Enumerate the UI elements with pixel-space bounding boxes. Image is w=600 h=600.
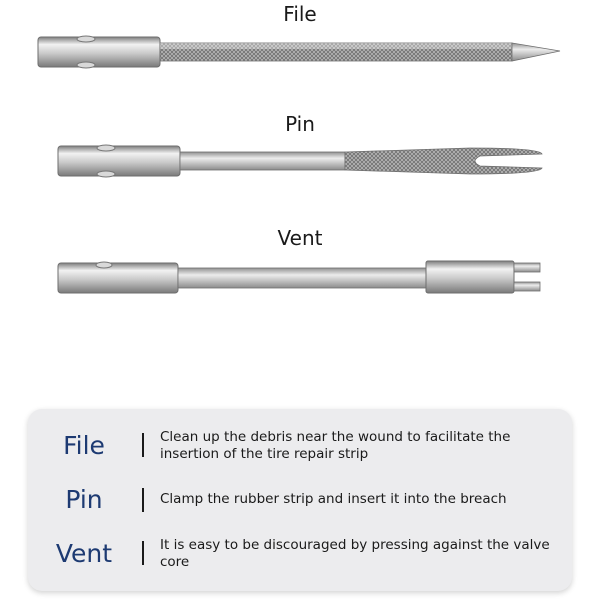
vent-tool-label: Vent [277,226,323,250]
info-row-name: File [63,431,105,460]
row-divider [142,541,144,565]
info-row-description: Clean up the debris near the wound to facilitate the insertion of the tire repair strip [160,429,511,462]
pin-tool-label: Pin [285,112,315,136]
info-row-description: It is easy to be discouraged by pressing against the valve core [160,537,550,570]
row-divider [142,433,144,457]
row-divider [142,488,144,512]
info-row-name: Pin [65,485,103,514]
vent-tool-icon [58,261,540,293]
file-tool-icon [38,36,560,68]
info-row-description: Clamp the rubber strip and insert it into the breach [160,491,507,507]
file-tool-label: File [283,2,317,26]
tool-description-card [28,409,572,591]
info-row-name: Vent [55,539,113,568]
pin-tool-icon [58,145,542,177]
